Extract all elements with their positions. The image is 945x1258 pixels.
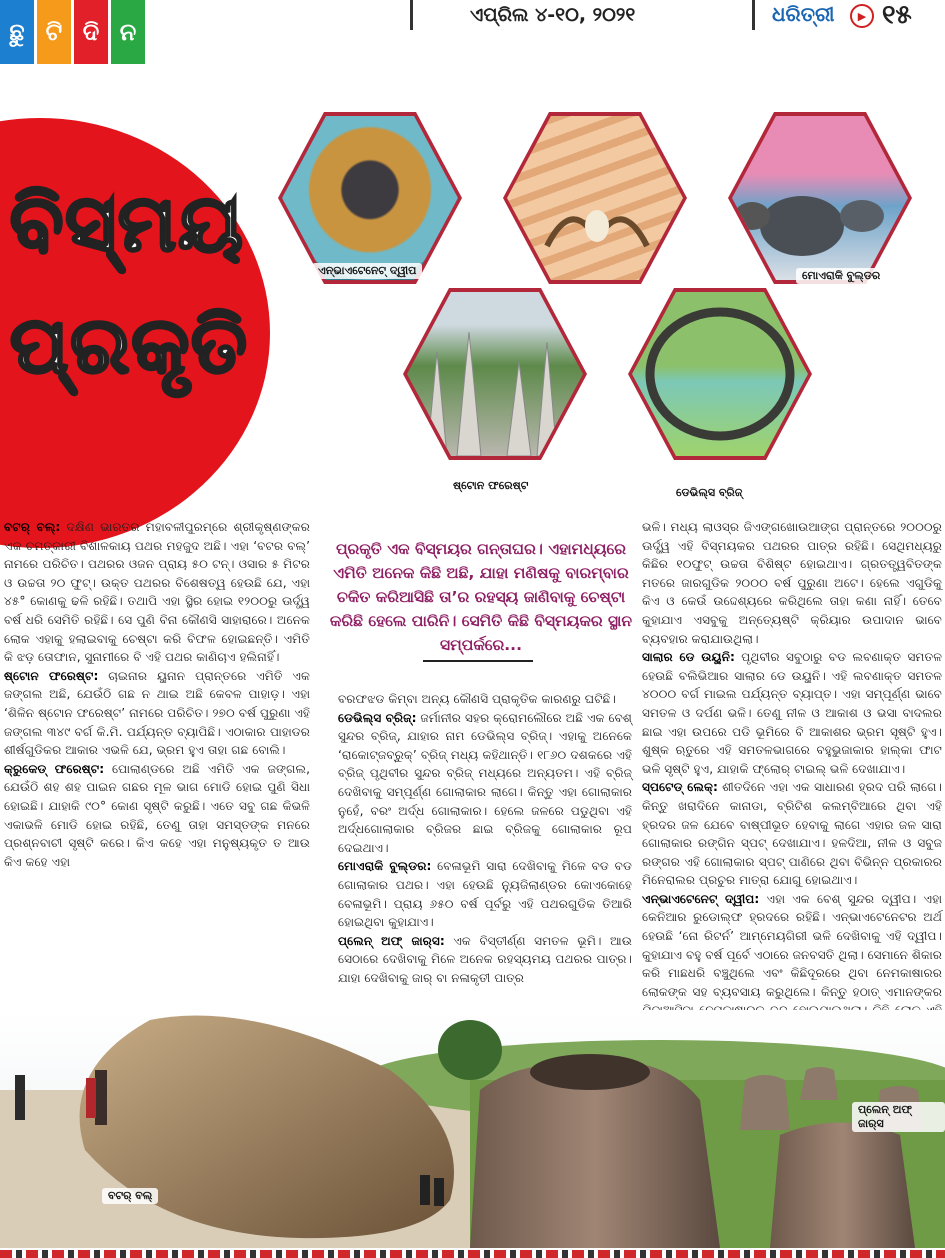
page-title-line2: ପ୍ରକୃତି bbox=[10, 300, 249, 391]
page-number: ୧୫ bbox=[882, 0, 912, 30]
header-divider bbox=[410, 0, 413, 30]
header-divider bbox=[752, 0, 755, 30]
bridge-image bbox=[632, 292, 808, 456]
brand-tile-1: ଛୁ bbox=[0, 0, 34, 64]
photo-caption: ବଟର୍ ବଲ୍ bbox=[102, 1188, 158, 1204]
paragraph: କ୍ରୁକେଡ୍ ଫରେଷ୍ଟ: ପୋଲାଣ୍ଡରେ ଅଛି ଏମିତି ଏକ ଜଙ୍ଗଲ, ଯେଉଁଠି ଶହ ଶହ ପାଇନ ଗଛର ମୂଳ ଭାଗ ମୋଡି ହୋଇ ପୁଣି ସିଧା ହୋଇଛି। ଯାହାକି ୯୦° କୋଣ ସୃଷ୍ଟି କରୁଛି। ଏତେ ସବୁ ଗଛ କିଭଳି ଏକାଭଳି ମୋଡି ହୋଇ ରହିଛି, ତେଣୁ ତାହା ସମସ୍ତଙ୍କ ମନରେ ପ୍ରଶ୍ନବାଚୀ ସୃଷ୍ଟି କରେ। କିଏ କହେ ଏହା ମନୁଷ୍ୟକୃତ ତ ଆଉ କିଏ କହେ ଏହା bbox=[4, 761, 310, 869]
paragraph: ସାଲାର ଡେ ଉୟୁନି: ପୃଥିବୀର ସବୁଠାରୁ ବଡ ଲବଣାକ୍ତ ସମତଳ ହେଉଛି ବଲିଭିଆର ସାଲାର ଡେ ଉୟୁନି। ଏହି ଲବଣାକ୍ତ ସମତଳ ୪୦୦୦ ବର୍ଗ ମାଇଲ ପର୍ଯ୍ୟନ୍ତ ବ୍ୟାପ୍ତ। ଏହା ସମ୍ପୂର୍ଣ୍ଣ ଭାବେ ସମତଳ ଓ ଦର୍ପଣ ଭଳି। ତେଣୁ ନୀଳ ଓ ଆକାଶ ଓ ଭସା ବାଦଲର ଛାଇ ଏହା ଉପରେ ପଡି ଭୂମିରେ ବି ଆକାଶର ଭ୍ରମ ସୃଷ୍ଟି ହୁଏ। ଶୁଷ୍କ ଋତୁରେ ଏହି ସମତଳଭାଗରେ ବହୁଭୁଜାକାର ହାଲ୍କା ଫାଟ ଭଳି ସୃଷ୍ଟି ହୁଏ, ଯାହାକି ଫ୍ଲୋର୍ ଟାଇଲ୍ ଭଳି ଦେଖାଯାଏ। bbox=[642, 650, 942, 776]
hex-photo-desert bbox=[503, 112, 687, 284]
hex-photo-moeraki bbox=[728, 112, 912, 284]
page-title-line1: ବିସ୍ମୟ bbox=[10, 178, 245, 269]
article-column-3 bbox=[642, 518, 942, 1076]
article-column-1 bbox=[4, 518, 310, 871]
page-header bbox=[0, 0, 945, 66]
paragraph: ବଟର୍ ବଲ୍: ଦକ୍ଷିଣ ଭାରତର ମହାବଳୀପୁରମ୍‌ରେ ଶ୍ରୀକୃଷ୍ଣଙ୍କର ଏକ ଚମତ୍କାରୀ ବିଶାଳକାୟ ପଥର ମହଜୁଦ ଅଛି। ଏହା ‘ବଟର ବଲ୍’ ନାମରେ ପରିଚିତ। ପଥରର ଓଜନ ପ୍ରାୟ ୫୦ ଟନ୍। ଓସାର ୫ ମିଟର ଓ ଉଚ୍ଚତା ୨୦ ଫୁଟ୍। ଉକ୍ତ ପଥରର ବିଶେଷତ୍ୱ ହେଉଛି ଯେ, ଏହା ୪୫° କୋଣକୁ ଢଳି ରହିଛି। ତଥାପି ଏହା ସ୍ଥିର ହୋଇ ୧୨୦୦ରୁ ଊର୍ଦ୍ଧ୍ୱ ବର୍ଷ ଧରି ସେମିତି ରହିଛି। ସେ ପୁଣି ବିନା କୌଣସି ସାହାରାରେ। ଅନେକ ଲୋକ ଏହାକୁ ହଲାଇବାକୁ ଚେଷ୍ଟା କରି ବିଫଳ ହୋଇଛନ୍ତି। ଏମିତି କି ଝଡ଼ ତୋଫାନ, ସୁନାମୀରେ ବି ଏହି ପଥର କାଣିଚାଏ ହଲିନାହିଁ। bbox=[4, 520, 310, 665]
boulders-image bbox=[732, 116, 908, 280]
hex-caption: ମୋଏରାକି ବୁଲ୍ଡର bbox=[796, 268, 886, 284]
brand-tile-4: ନ bbox=[111, 0, 145, 64]
intro-blurb: ପ୍ରକୃତି ଏକ ବିସ୍ମୟର ଗନ୍ତାଘର। ଏହାମଧ୍ୟରେ ଏମିତି ଅନେକ କିଛି ଅଛି, ଯାହା ମଣିଷକୁ ବାରମ୍ବାର ଚକିତ କରିଆସିଛି ତା’ର ରହସ୍ୟ ଜାଣିବାକୁ ଚେଷ୍ଟା କରିଛି ହେଲେ ପାରିନି। ସେମିତି କିଛି ବିସ୍ମୟକର ସ୍ଥାନ ସମ୍ପର୍କରେ... bbox=[329, 540, 633, 654]
brand-tile-3: ଦି bbox=[74, 0, 108, 64]
brand-tile-2: ଟି bbox=[37, 0, 71, 64]
hex-photo-stone-forest bbox=[403, 288, 587, 460]
section-brand bbox=[0, 0, 145, 64]
hex-photo-devils-bridge bbox=[628, 288, 812, 460]
issue-date: ଏପ୍ରିଲ ୪-୧୦, ୨୦୨୧ bbox=[470, 4, 636, 26]
hex-caption: ଷ୍ଟୋନ ଫରେଷ୍ଟ bbox=[447, 478, 534, 494]
island-image bbox=[282, 116, 458, 280]
paragraph: ସ୍ପଟେଡ୍ ଲେକ୍: ଶୀତଦିନେ ଏହା ଏକ ସାଧାରଣ ହ୍ରଦ ପରି ଲାଗେ। କିନ୍ତୁ ଖରାଦିନେ କାନାଡା, ବ୍ରିଟିଶ କଲମ୍ବିଆରେ ଥିବା ଏହି ହ୍ରଦର ଜଳ ଯେବେ ବାଷ୍ପୀଭୂତ ହେବାକୁ ଲାଗେ ଏହାର ଜଳ ସାରା ଗୋଲାକାର ରଙ୍ଗିନ ସ୍ପଟ୍ ଦେଖାଯାଏ। ହଳଦିଆ, ନୀଳ ଓ ସବୁଜ ରଙ୍ଗର ଏହି ଗୋଲାକାର ସ୍ପଟ୍ ପାଣିରେ ଥିବା ବିଭିନ୍ନ ପ୍ରକାରର ମିନେରାଲର ପ୍ରଚୁର ମାତ୍ରା ଯୋଗୁ ହୋଇଥାଏ। bbox=[642, 780, 942, 888]
photo-caption: ପ୍ଲେନ୍ ଅଫ୍ ଜାର୍‌ସ bbox=[852, 1102, 945, 1132]
paragraph: ବରଫଝଡ କିମ୍ବା ଅନ୍ୟ କୌଣସି ପ୍ରାକୃତିକ କାରଣରୁ ଘଟିଛି। bbox=[338, 692, 616, 706]
intro-divider bbox=[423, 660, 533, 662]
article-column-2 bbox=[338, 690, 632, 988]
paragraph: ଷ୍ଟୋନ ଫରେଷ୍ଟ: ଚାଇନାର ୟୁନାନ ପ୍ରାନ୍ତରେ ଏମିତି ଏକ ଜଙ୍ଗଲ ଅଛି, ଯେଉଁଠି ଗଛ ନ ଥାଇ ଅଛି କେବଳ ପାହାଡ଼। ଏହା ‘ଶିଳିନ ଷ୍ଟୋନ ଫରେଷ୍ଟ’ ନାମରେ ପରିଚିତ। ୨୭୦ ବର୍ଷ ପୁରୁଣା ଏହି ଜଙ୍ଗଲ ୩୪୯ ବର୍ଗ କି.ମି. ପର୍ଯ୍ୟନ୍ତ ବ୍ୟାପିଛି। ଏଠାକାର ପାହାଡର ଶୀର୍ଷଗୁଡିକର ଆକାର ଏଭଳି ଯେ, ଭ୍ରମ ହୁଏ ତାହା ଗଛ ବୋଲି। bbox=[4, 668, 310, 758]
stone-forest-image bbox=[407, 292, 583, 456]
bottom-photo bbox=[0, 1010, 945, 1248]
page-footer-bar bbox=[0, 1250, 945, 1258]
newspaper-logo: ଧରିତ୍ରୀ bbox=[772, 2, 835, 26]
paragraph: ମୋଏରାକି ବୁଲ୍ଡର: ବେଳାଭୂମି ସାରା ଦେଖିବାକୁ ମିଳେ ବଡ ବଡ ଗୋଲାକାର ପଥର। ଏହା ହେଉଛି ନ୍ୟୁଜିଲାଣ୍ଡର କୋଏକୋହେ ବେଳାଭୂମି। ପ୍ରାୟ ୬୫୦ ବର୍ଷ ପୂର୍ବରୁ ଏହି ପଥରଗୁଡିକ ତିଆରି ହୋଇଥିବା କୁହାଯାଏ। bbox=[338, 859, 632, 930]
paragraph: ଭଳି। ମଧ୍ୟ ଲାଓସ୍‌ର ଜିଏଙ୍ଗଖୋଉଆଙ୍ଗ ପ୍ରାନ୍ତରେ ୨୦୦୦ରୁ ଊର୍ଦ୍ଧ୍ୱ ଏହି ବିସ୍ମୟକର ପଥରର ପାତ୍ର ରହିଛି। ସେଥିମଧ୍ୟରୁ କିଛିର ୧୦ଫୁଟ୍ ଉଚ୍ଚତା ବିଶିଷ୍ଟ ହୋଇଥାଏ। ଗ୍ରତତ୍ତ୍ୱବିତଙ୍କ ମତରେ ଜାରଗୁଡିକ ୨୦୦୦ ବର୍ଷ ପୁରୁଣା ଅଟେ। ହେଲେ ଏଗୁଡିକୁ କିଏ ଓ କେଉଁ ଉଦ୍ଦେଶ୍ୟରେ କରିଥିଲେ ତାହା କଣା ନାହିଁ। ତେବେ କୁହାଯାଏ ଏସବୁକୁ ଅନ୍ତ୍ୟେଷ୍ଟି କ୍ରିୟାର ଉପାଦାନ ଭାବେ ବ୍ୟବହାର କରାଯାଉଥିଲା। bbox=[642, 520, 942, 646]
paragraph: ଏନ୍‌ଭାଏଟେନେଟ୍ ଦ୍ୱୀପ: ଏହା ଏକ ବେଶ୍ ସୁନ୍ଦର ଦ୍ୱୀପ। ଏହା କେନିଆର ରୁଡୋଲ୍ଫ ହ୍ରଦରେ ରହିଛି। ଏନ୍‌ଭାଏଟେନେଟର ଅର୍ଥ ହେଉଛି ‘ନୋ ରିଟର୍ନ’ ଆମ୍ମେୟଗିରୀ ଭଳି ଦେଖିବାକୁ ଏହି ଦ୍ୱୀପ। କୁହାଯାଏ ବହୁ ବର୍ଷ ପୂର୍ବେ ଏଠାରେ ଜନବସତି ଥିଲା। ସେମାନେ ଶିକାର କରି ମାଛଧରି ବଞ୍ଚୁଥିଲେ ଏବଂ କିଛିଦୂରରେ ଥିବା ନେମକାଷାରର ଲୋକଙ୍କ ସହ ବ୍ୟବସାୟ କରୁଥିଲେ। କିନ୍ତୁ ହଠାତ୍ ଏମାନଙ୍କର bbox=[642, 891, 942, 999]
hex-caption: ଏନ୍‌ଭାଏଟେନେଟ୍ ଦ୍ୱୀପ bbox=[312, 263, 422, 279]
paragraph: ପ୍ଲେନ୍ ଅଫ୍ ଜାର୍‌ସ: ଏକ ବିସ୍ତୀର୍ଣ୍ଣ ସମତଳ ଭୂମି। ଆଉ ସେଠାରେ ଦେଖିବାକୁ ମିଳେ ଅନେକ ରହସ୍ୟମୟ ପଥରର ପାତ୍ର। ଯାହା ଦେଖିବାକୁ ଜାର୍ ବା ନଳାକୃତୀ ପାତ୍ର bbox=[338, 933, 632, 985]
hex-photo-envaitenet bbox=[278, 112, 462, 284]
play-icon: ▶ bbox=[850, 4, 874, 28]
landscape-image bbox=[0, 1010, 945, 1248]
hex-caption: ଡେଭିଲ୍ସ ବ୍ରିଜ୍ bbox=[670, 485, 748, 501]
desert-image bbox=[507, 116, 683, 280]
paragraph: ଡେଭିଲ୍ସ ବ୍ରିଜ୍: ଜର୍ମାନୀର ସହର କ୍ରୋମଲୌରେ ଅଛି ଏକ ବେଶ୍ ସୁନ୍ଦର ବ୍ରିଜ୍, ଯାହାର ନାମ ଡେଭିଲ୍ସ ବ୍ରିଜ୍। ଏହାକୁ ଅନେକେ ‘ରାକୋଟ୍ଜବ୍ରୁକ୍’ ବ୍ରିଜ୍ ମଧ୍ୟ କହିଥାନ୍ତି। ୧୮୬୦ ଦଶକରେ ଏହି ବ୍ରିଜ୍ ପୃଥିବୀର ସୁନ୍ଦର ବ୍ରିଜ୍ ମଧ୍ୟରେ ଅନ୍ୟତମ। ଏହି ବ୍ରିଜ୍ ଦେଖିବାକୁ ସମ୍ପୂର୍ଣ୍ଣ ଗୋଲାକାର ଲାଗେ। କିନ୍ତୁ ଏହା ଗୋଲାକାର ନୁହେଁ, ବରଂ ଅର୍ଦ୍ଧ ଗୋଲାକାର। ହେଲେ ଜଳରେ ପଡୁଥିବା ଏହି ଅର୍ଦ୍ଧଗୋଲାକାର ବ୍ରିଜର ଛାଇ ବ୍ରିଜକୁ ଗୋଲାକାର ରୂପ ଦେଇଥାଏ। bbox=[338, 710, 632, 855]
